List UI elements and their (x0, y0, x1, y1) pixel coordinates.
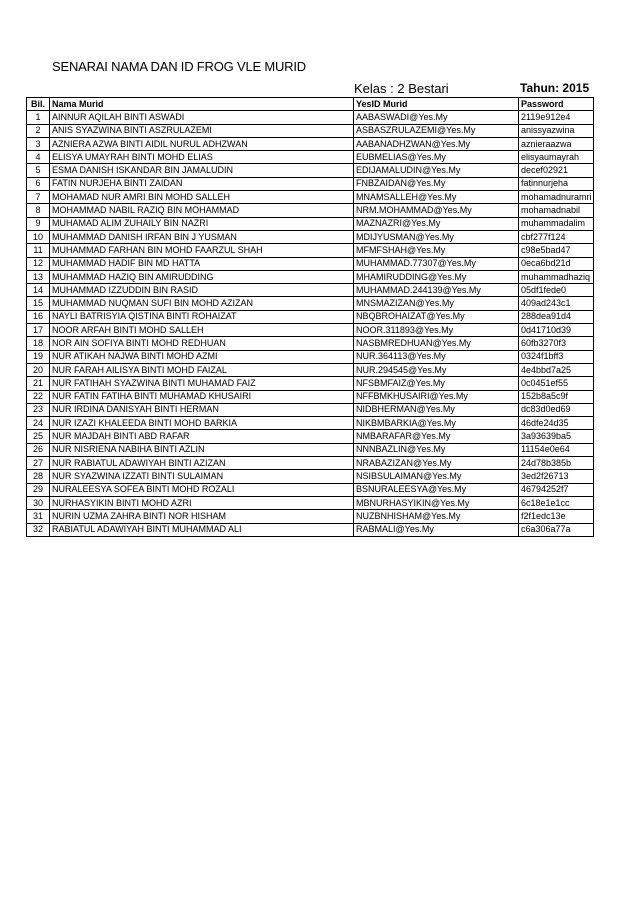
cell-bil: 31 (27, 510, 50, 523)
cell-bil: 14 (27, 284, 50, 297)
cell-bil: 7 (27, 191, 50, 204)
table-row (27, 350, 594, 363)
cell-bil: 21 (27, 377, 50, 390)
table-row (27, 124, 594, 137)
cell-password: 05df1fede0 (519, 284, 594, 297)
table-row (27, 523, 594, 536)
cell-nama: NOR AIN SOFIYA BINTI MOHD REDHUAN (50, 337, 354, 350)
table-row (27, 363, 594, 376)
cell-nama: MOHAMAD NUR AMRI BIN MOHD SALLEH (50, 191, 354, 204)
cell-bil: 15 (27, 297, 50, 310)
cell-password: muhammadalim (519, 217, 594, 230)
cell-bil: 16 (27, 310, 50, 323)
cell-yesid: RABMALI@Yes.My (354, 523, 519, 536)
cell-password: f2f1edc13e (519, 510, 594, 523)
cell-bil: 32 (27, 523, 50, 536)
cell-password: mohamadnuramri (519, 191, 594, 204)
cell-bil: 6 (27, 177, 50, 190)
cell-nama: NUR IZAZI KHALEEDA BINTI MOHD BARKIA (50, 417, 354, 430)
cell-password: cbf277f124 (519, 230, 594, 243)
cell-bil: 28 (27, 470, 50, 483)
table-row (27, 470, 594, 483)
cell-nama: FATIN NURJEHA BINTI ZAIDAN (50, 177, 354, 190)
cell-yesid: EDIJAMALUDIN@Yes.My (354, 164, 519, 177)
cell-nama: MUHAMMAD FARHAN BIN MOHD FAARZUL SHAH (50, 244, 354, 257)
cell-password: 0c0451ef55 (519, 377, 594, 390)
table-row (27, 483, 594, 496)
cell-bil: 18 (27, 337, 50, 350)
cell-bil: 1 (27, 111, 50, 124)
cell-bil: 10 (27, 230, 50, 243)
cell-nama: NAYLI BATRISYIA QISTINA BINTI ROHAIZAT (50, 310, 354, 323)
cell-bil: 23 (27, 403, 50, 416)
cell-nama: NUR RABIATUL ADAWIYAH BINTI AZIZAN (50, 457, 354, 470)
cell-yesid: AABANADHZWAN@Yes.My (354, 137, 519, 150)
cell-yesid: AABASWADI@Yes.My (354, 111, 519, 124)
table-row (27, 244, 594, 257)
cell-nama: MUHAMMAD HAZIQ BIN AMIRUDDING (50, 270, 354, 283)
table-row (27, 417, 594, 430)
cell-password: elisyaumayrah (519, 151, 594, 164)
cell-yesid: NUR.364113@Yes.My (354, 350, 519, 363)
cell-password: dc83d0ed69 (519, 403, 594, 416)
cell-yesid: MAZNAZRI@Yes.My (354, 217, 519, 230)
cell-password: 288dea91d4 (519, 310, 594, 323)
cell-password: decef02921 (519, 164, 594, 177)
cell-yesid: NOOR.311893@Yes.My (354, 324, 519, 337)
column-header-bil: Bil. (27, 98, 50, 111)
cell-bil: 11 (27, 244, 50, 257)
cell-nama: ELISYA UMAYRAH BINTI MOHD ELIAS (50, 151, 354, 164)
cell-yesid: NUR.294545@Yes.My (354, 363, 519, 376)
year-label: Tahun: 2015 (520, 81, 590, 95)
cell-bil: 24 (27, 417, 50, 430)
cell-bil: 2 (27, 124, 50, 137)
cell-nama: MUHAMMAD IZZUDDIN BIN RASID (50, 284, 354, 297)
cell-password: 3a93639ba5 (519, 430, 594, 443)
cell-bil: 26 (27, 443, 50, 456)
cell-password: 3ed2f26713 (519, 470, 594, 483)
cell-nama: NURHASYIKIN BINTI MOHD AZRI (50, 496, 354, 509)
class-label: Kelas : 2 Bestari (354, 81, 449, 96)
cell-password: c6a306a77a (519, 523, 594, 536)
cell-bil: 12 (27, 257, 50, 270)
cell-yesid: NIKBMBARKIA@Yes.My (354, 417, 519, 430)
cell-bil: 8 (27, 204, 50, 217)
cell-nama: NURALEESYA SOFEA BINTI MOHD ROZALI (50, 483, 354, 496)
cell-password: 152b8a5c9f (519, 390, 594, 403)
table-row (27, 204, 594, 217)
cell-nama: AINNUR AQILAH BINTI ASWADI (50, 111, 354, 124)
cell-nama: MUHAMMAD HADIF BIN MD HATTA (50, 257, 354, 270)
cell-password: 24d78b385b (519, 457, 594, 470)
cell-yesid: NUZBNHISHAM@Yes.My (354, 510, 519, 523)
cell-password: 2119e912e4 (519, 111, 594, 124)
cell-yesid: FNBZAIDAN@Yes.My (354, 177, 519, 190)
cell-yesid: NRM.MOHAMMAD@Yes.My (354, 204, 519, 217)
cell-bil: 13 (27, 270, 50, 283)
table-row (27, 284, 594, 297)
cell-password: 46dfe24d35 (519, 417, 594, 430)
table-row (27, 257, 594, 270)
cell-nama: ANIS SYAZWINA BINTI ASZRULAZEMI (50, 124, 354, 137)
cell-password: 60fb3270f3 (519, 337, 594, 350)
cell-bil: 20 (27, 363, 50, 376)
table-row (27, 496, 594, 509)
cell-nama: MUHAMMAD DANISH IRFAN BIN J YUSMAN (50, 230, 354, 243)
cell-yesid: NMBARAFAR@Yes.My (354, 430, 519, 443)
cell-yesid: MHAMIRUDDING@Yes.My (354, 270, 519, 283)
cell-bil: 29 (27, 483, 50, 496)
cell-nama: NUR IRDINA DANISYAH BINTI HERMAN (50, 403, 354, 416)
table-row (27, 151, 594, 164)
cell-password: mohamadnabil (519, 204, 594, 217)
table-row (27, 217, 594, 230)
cell-yesid: MBNURHASYIKIN@Yes.My (354, 496, 519, 509)
cell-password: 0324f1bff3 (519, 350, 594, 363)
table-row (27, 510, 594, 523)
cell-nama: NUR FATIN FATIHA BINTI MUHAMAD KHUSAIRI (50, 390, 354, 403)
cell-yesid: MNAMSALLEH@Yes.My (354, 191, 519, 204)
cell-yesid: EUBMELIAS@Yes.My (354, 151, 519, 164)
table-row (27, 137, 594, 150)
table-row (27, 270, 594, 283)
table-row (27, 324, 594, 337)
cell-bil: 19 (27, 350, 50, 363)
table-row (27, 390, 594, 403)
page-title: SENARAI NAMA DAN ID FROG VLE MURID (52, 59, 306, 74)
table-row (27, 403, 594, 416)
cell-nama: MOHAMMAD NABIL RAZIQ BIN MOHAMMAD (50, 204, 354, 217)
cell-password: 46794252f7 (519, 483, 594, 496)
cell-yesid: MUHAMMAD.244139@Yes.My (354, 284, 519, 297)
column-header-nama: Nama Murid (50, 98, 354, 111)
cell-yesid: NFFBMKHUSAIRI@Yes.My (354, 390, 519, 403)
cell-nama: NUR ATIKAH NAJWA BINTI MOHD AZMI (50, 350, 354, 363)
cell-nama: NOOR ARFAH BINTI MOHD SALLEH (50, 324, 354, 337)
cell-nama: NUR FARAH AILISYA BINTI MOHD FAIZAL (50, 363, 354, 376)
cell-password: 4e4bbd7a25 (519, 363, 594, 376)
cell-bil: 9 (27, 217, 50, 230)
table-row (27, 177, 594, 190)
cell-bil: 25 (27, 430, 50, 443)
table-row (27, 310, 594, 323)
cell-bil: 5 (27, 164, 50, 177)
cell-yesid: MUHAMMAD.77307@Yes.My (354, 257, 519, 270)
cell-nama: ESMA DANISH ISKANDAR BIN JAMALUDIN (50, 164, 354, 177)
table-row (27, 430, 594, 443)
cell-bil: 3 (27, 137, 50, 150)
table-row (27, 164, 594, 177)
cell-yesid: NRABAZIZAN@Yes.My (354, 457, 519, 470)
cell-password: c98e5bad47 (519, 244, 594, 257)
cell-password: muhammadhaziq (519, 270, 594, 283)
cell-yesid: NFSBMFAIZ@Yes.My (354, 377, 519, 390)
cell-bil: 27 (27, 457, 50, 470)
cell-password: 6c18e1e1cc (519, 496, 594, 509)
cell-password: anissyazwina (519, 124, 594, 137)
column-header-yesid: YesID Murid (354, 98, 519, 111)
table-row (27, 191, 594, 204)
cell-password: 0d41710d39 (519, 324, 594, 337)
table-row (27, 443, 594, 456)
cell-bil: 4 (27, 151, 50, 164)
cell-yesid: NNNBAZLIN@Yes.My (354, 443, 519, 456)
cell-yesid: NSIBSULAIMAN@Yes.My (354, 470, 519, 483)
cell-bil: 30 (27, 496, 50, 509)
cell-nama: NUR SYAZWINA IZZATI BINTI SULAIMAN (50, 470, 354, 483)
cell-bil: 17 (27, 324, 50, 337)
cell-yesid: BSNURALEESYA@Yes.My (354, 483, 519, 496)
cell-nama: RABIATUL ADAWIYAH BINTI MUHAMMAD ALI (50, 523, 354, 536)
cell-nama: AZNIERA AZWA BINTI AIDIL NURUL ADHZWAN (50, 137, 354, 150)
table-row (27, 230, 594, 243)
cell-yesid: NBQBROHAIZAT@Yes.My (354, 310, 519, 323)
column-header-password: Password (519, 98, 594, 111)
student-table (26, 97, 594, 537)
cell-yesid: MNSMAZIZAN@Yes.My (354, 297, 519, 310)
cell-yesid: NASBMREDHUAN@Yes.My (354, 337, 519, 350)
cell-yesid: ASBASZRULAZEMI@Yes.My (354, 124, 519, 137)
cell-nama: NUR FATIHAH SYAZWINA BINTI MUHAMAD FAIZ (50, 377, 354, 390)
cell-password: aznieraazwa (519, 137, 594, 150)
cell-password: 11154e0e64 (519, 443, 594, 456)
cell-nama: NUR NISRIENA NABIHA BINTI AZLIN (50, 443, 354, 456)
table-row (27, 377, 594, 390)
cell-nama: MUHAMMAD NUQMAN SUFI BIN MOHD AZIZAN (50, 297, 354, 310)
cell-yesid: NIDBHERMAN@Yes.My (354, 403, 519, 416)
cell-password: 0eca6bd21d (519, 257, 594, 270)
table-row (27, 111, 594, 124)
table-header-row (27, 98, 594, 111)
table-row (27, 297, 594, 310)
cell-nama: NURIN UZMA ZAHRA BINTI NOR HISHAM (50, 510, 354, 523)
cell-yesid: MFMFSHAH@Yes.My (354, 244, 519, 257)
cell-nama: MUHAMAD ALIM ZUHAILY BIN NAZRI (50, 217, 354, 230)
cell-bil: 22 (27, 390, 50, 403)
cell-yesid: MDIJYUSMAN@Yes.My (354, 230, 519, 243)
cell-nama: NUR MAJDAH BINTI ABD RAFAR (50, 430, 354, 443)
table-row (27, 457, 594, 470)
cell-password: fatinnurjeha (519, 177, 594, 190)
cell-password: 409ad243c1 (519, 297, 594, 310)
table-row (27, 337, 594, 350)
